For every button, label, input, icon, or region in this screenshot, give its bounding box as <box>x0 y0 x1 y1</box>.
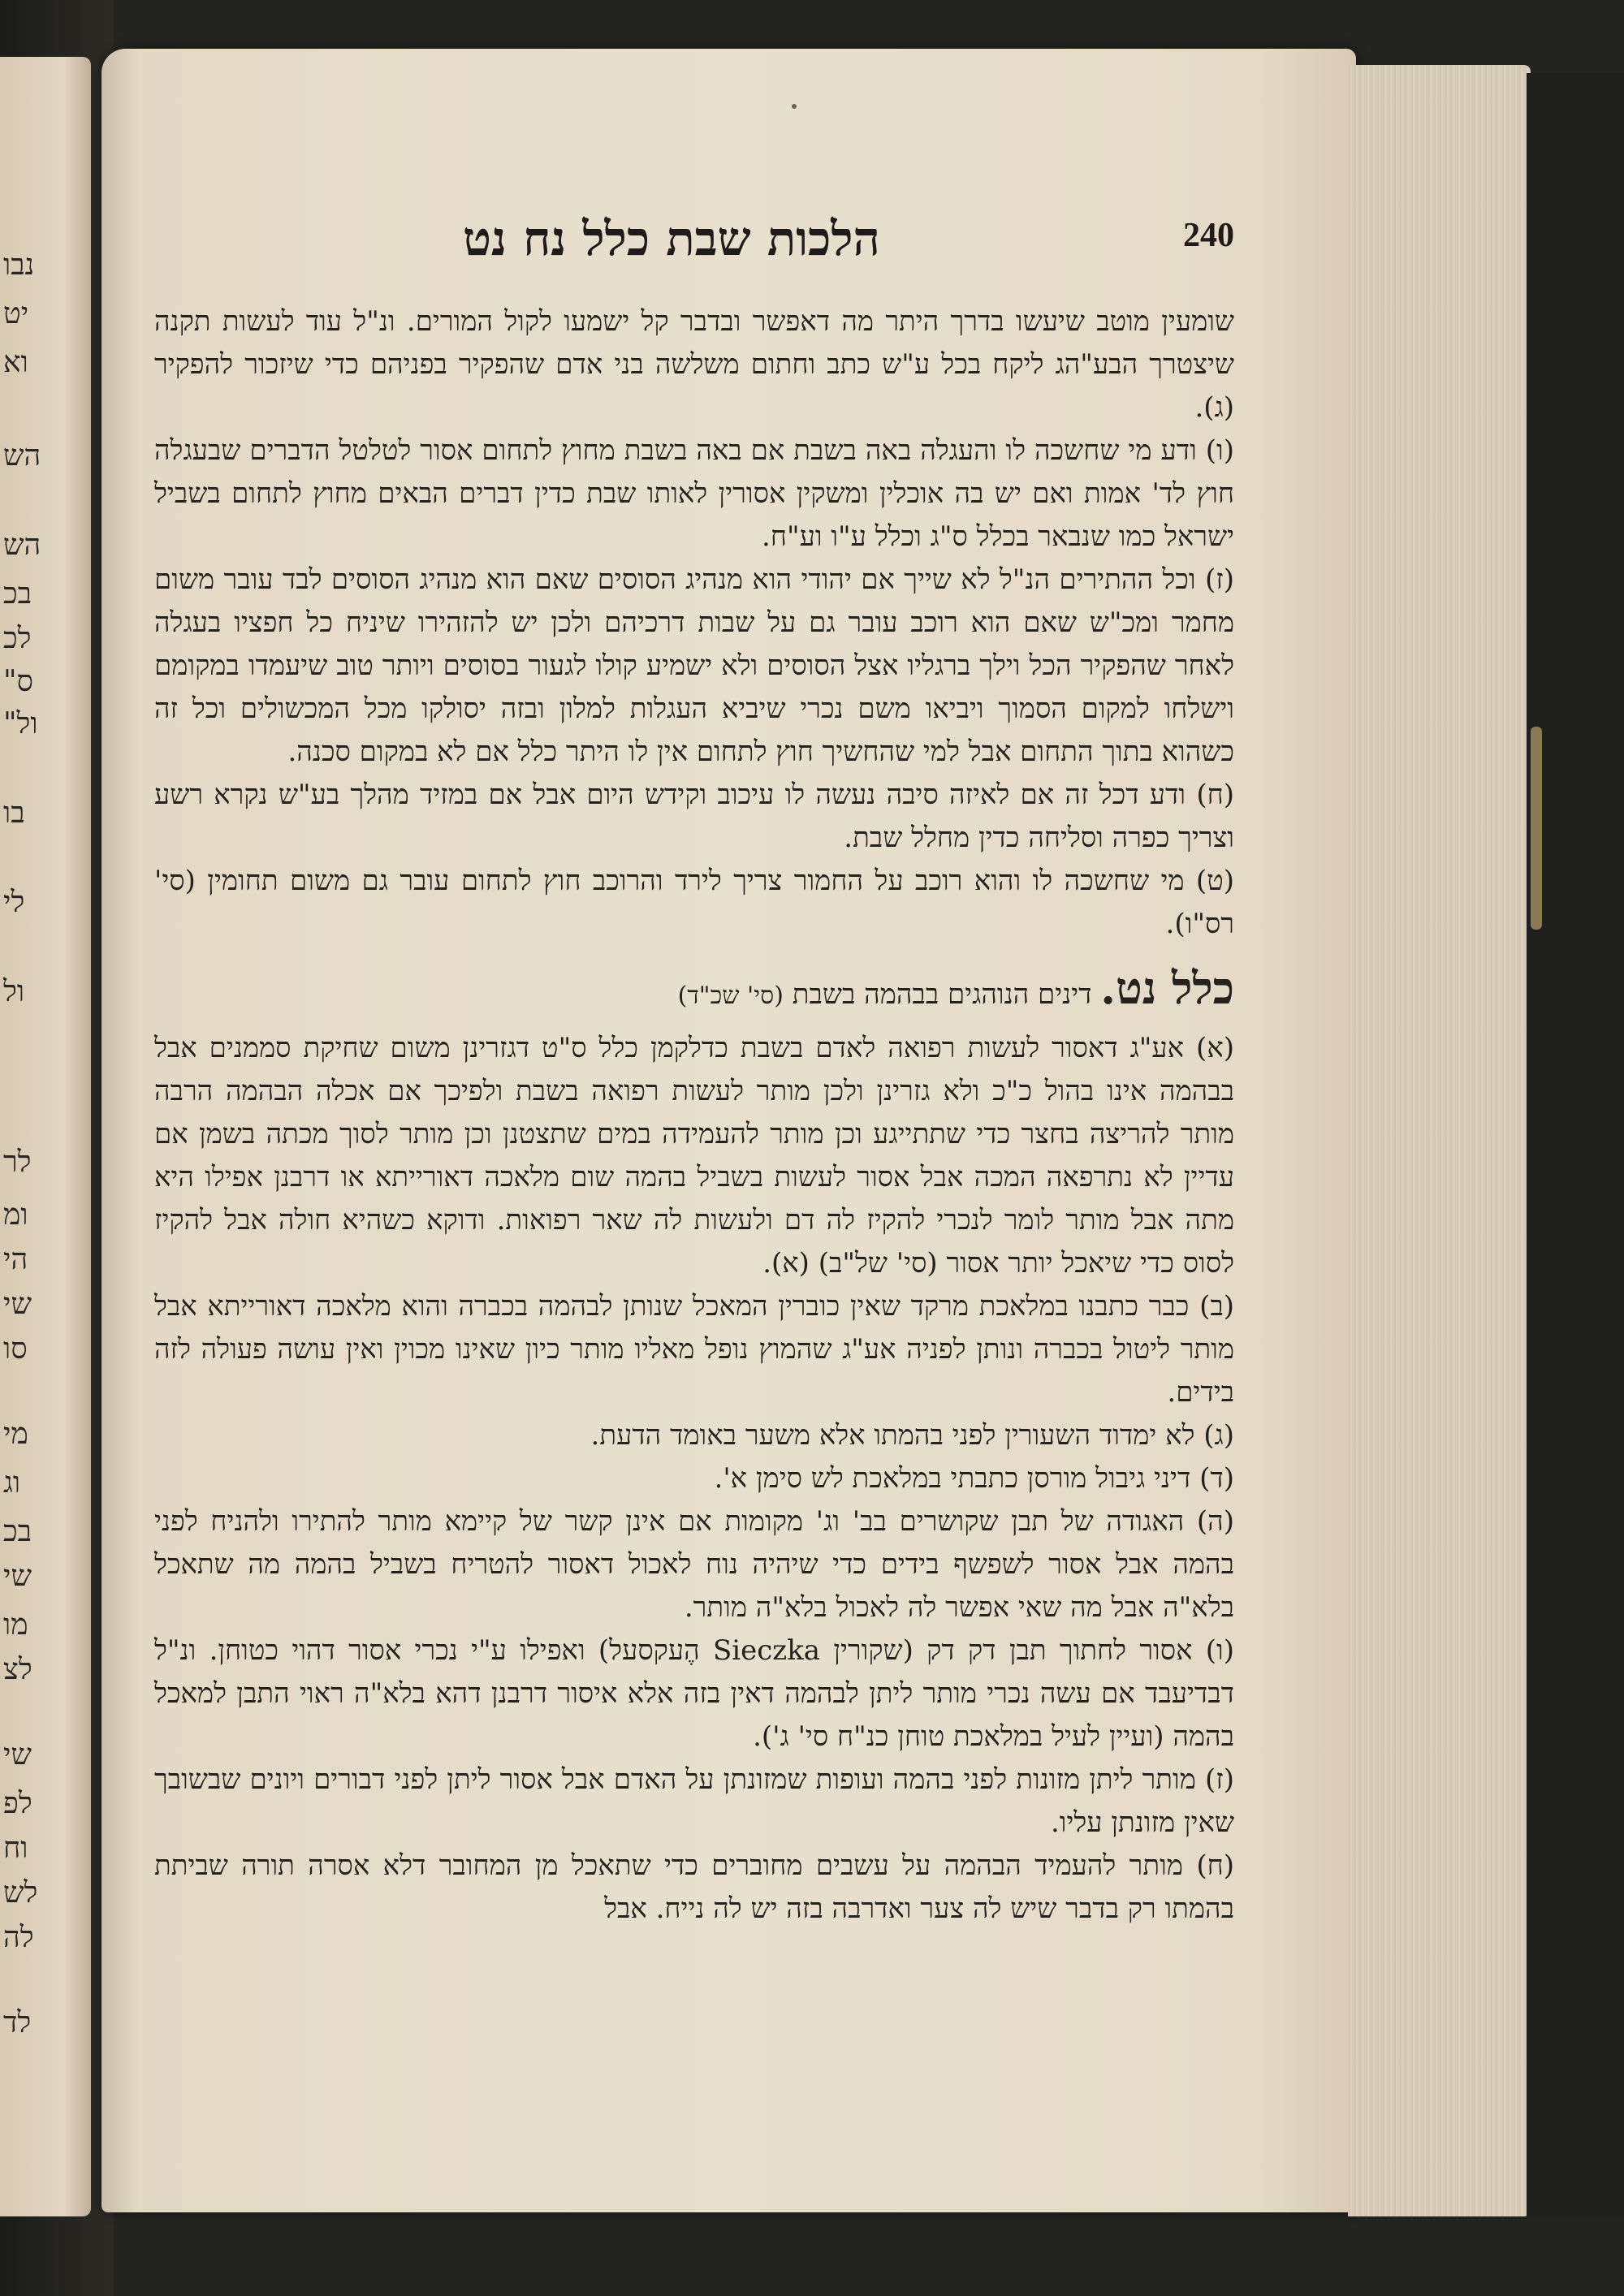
left-page-text-fragment: לפ <box>3 1787 32 1820</box>
paragraph: (ח) מותר להעמיד הבהמה על עשבים מחוברים כדי שתאכל מן המחובר דלא אסרה תורה שביתת בהמתו רק בדבר שיש לה צער ואדרבה בזה יש לה נייח. אבל <box>154 1849 1234 1925</box>
section-reference: (סי' שכ"ד) <box>677 982 784 1010</box>
left-page-text-fragment: הש <box>3 439 41 473</box>
left-page-text-fragment: סו <box>3 1332 28 1366</box>
left-page-text-fragment: ס" <box>3 665 34 698</box>
left-page-text-fragment: בו <box>3 796 25 830</box>
intro-paragraph: שומעין מוטב שיעשו בדרך היתר מה דאפשר ובדבר קל ישמעו לקול המורים. ונ"ל עוד לעשות תקנה שיצטרך הבע"הג ליקח בכל ע"ש כתב וחתום משלשה בני אדם שהפקיר בפניהם כדי שיזכור להפקיר (ג). <box>154 305 1234 424</box>
paragraph: (ו) אסור לחתוך תבן דק דק (שקורין Sieczka הֶעקסעל) ואפילו ע"י נכרי אסור דהוי כטוחן. ונ"ל דבדיעבד אם עשה נכרי מותר ליתן לבהמה דאין בזה אלא איסור דרבנן דהא בלא"ה ראוי התבן למאכל בהמה (ועיין לעיל במלאכת טוחן כנ"ח סי' ג'). <box>154 1634 1234 1753</box>
left-page-text-fragment: ול <box>3 975 25 1008</box>
paragraph: (ט) מי שחשכה לו והוא רוכב על החמור צריך לירד והרוכב חוץ לתחום עובר גם משום תחומין (סי' רס"ו). <box>154 865 1234 940</box>
paragraph: (ה) האגודה של תבן שקושרים בב' וג' מקומות אם אינן קשר של קיימא מותר להתירו ולהניח לפני בהמה אבל אסור לשפשף בידים כדי שיהיה נוח לאכול דאסור להטריח בשביל בהמה מה שתאכל בלא"ה אבל מה שאי אפשר לה לאכול בלא"ה מותר. <box>154 1505 1234 1624</box>
dark-background-right <box>1527 73 1624 2216</box>
left-page-text-fragment: לי <box>3 886 25 919</box>
paragraph: (ד) דיני גיבול מורסן כתבתי במלאכת לש סימן א'. <box>714 1462 1234 1495</box>
paragraph: (ג) לא ימדוד השעורין לפני בהמתו אלא משער באומד הדעת. <box>590 1419 1234 1452</box>
left-page-text-fragment: לה <box>3 1921 34 1954</box>
page-edge-stack <box>1348 65 1531 2216</box>
paragraph: (ז) וכל ההתירים הנ"ל לא שייך אם יהודי הוא מנהיג הסוסים שאם הוא מנהיג הסוסים לבד עובר משום מחמר ומכ"ש שאם הוא רוכב עובר גם על שבות דרכיהם ולכן יש להזהירו שיניח כל חפציו בעגלה לאחר שהפקיר הכל וילך ברגליו אצל הסוסים ולא ישמיע קולו לגעור בסוסים ויותר טוב שיעמדו במקומם וישלחו למקום הסמוך ויביאו משם נכרי שיביא העגלות למלון ובזה יסולקו מכל המכשולים וכל זה כשהוא בתוך התחום אבל למי שהחשיך חוץ לתחום אין לו היתר כלל אם לא במקום סכנה. <box>154 563 1234 768</box>
left-page-text-fragment: וח <box>3 1832 28 1865</box>
main-text <box>154 300 1234 1931</box>
left-page-text-fragment: וג <box>3 1466 21 1500</box>
left-page-text-fragment: לכ <box>3 622 32 655</box>
left-page-text-fragment: בכ <box>3 577 32 611</box>
left-page-text-fragment: שי <box>3 1738 32 1772</box>
binding-clasp <box>1531 727 1542 930</box>
left-page-text-fragment: הי <box>3 1243 28 1276</box>
left-page-text-fragment: שי <box>3 1288 32 1321</box>
running-head: הלכות שבת כלל נח נט <box>463 211 880 266</box>
left-page-text-fragment: מי <box>3 1418 28 1451</box>
left-page-text-fragment: נבו <box>3 248 35 282</box>
ink-speck <box>792 104 797 109</box>
left-page-text-fragment: ומ <box>3 1198 28 1232</box>
section-subject: דינים הנוהגים בבהמה בשבת <box>792 978 1092 1011</box>
left-page-text-fragment: בכ <box>3 1515 32 1548</box>
left-page-text-fragment: הש <box>3 529 41 562</box>
left-page-text-fragment: לצ <box>3 1653 32 1686</box>
page-number: 240 <box>1183 217 1234 254</box>
page-header <box>422 211 1234 276</box>
left-page-text-fragment: ול" <box>3 707 38 740</box>
paragraph: (ב) כבר כתבנו במלאכת מרקד שאין כוברין המאכל שנותן לבהמה בכברה והוא מלאכה דאורייתא אבל מותר ליטול בכברה ונותן לפניה אע"ג שהמוץ נופל מאליו מותר כיון שאינו מכוין ואין עושה פעולה לזה בידים. <box>154 1290 1234 1409</box>
left-page-text-fragment: שי <box>3 1560 32 1593</box>
paragraph: (א) אע"ג דאסור לעשות רפואה לאדם בשבת כדלקמן כלל ס"ט דגזרינן משום שחיקת סממנים אבל בבהמה אינו בהול כ"כ ולא גזרינן ולכן מותר לעשות רפואה בשבת ולפיכך אם אכלה הבהמה הרבה מותר להריצה בחצר כדי שתתייגע וכן מותר להעמידה במים שתצטנן וכן מותר לסוך מכתה בשמן אם עדיין לא נתרפאה המכה אבל אסור לעשות בשביל בהמה שום מלאכה דאורייתא או דרבנן אפילו היא מתה אבל מותר לומר לנכרי להקיז לה דם ולעשות לה שאר רפואות. ודוקא כשהיא חולה אבל להקיז לסוס כדי שיאכל יותר אסור (סי' של"ב) (א). <box>154 1032 1234 1280</box>
left-page-text-fragment: וא <box>3 346 28 379</box>
left-page-text-fragment: מו <box>3 1608 28 1642</box>
left-page-text-fragment: לר <box>3 1146 32 1179</box>
section-heading <box>154 964 1234 1021</box>
paragraph: (ו) ודע מי שחשכה לו והעגלה באה בשבת אם באה בשבת מחוץ לתחום אסור לטלטל הדברים שבעגלה חוץ לד' אמות ואם יש בה אוכלין ומשקין אסורין לאותו שבת כדין דברים הבאים מחוץ לתחום בשביל ישראל כמו שנבאר בכלל ס"ג וכלל ע"ו וע"ח. <box>154 434 1234 553</box>
paragraph: (ז) מותר ליתן מזונות לפני בהמה ועופות שמזונתן על האדם אבל אסור ליתן לפני דבורים ויונים שבשובך שאין מזונתן עליו. <box>154 1763 1234 1839</box>
left-page-text-fragment: לש <box>3 1876 38 1910</box>
paragraph: (ח) ודע דכל זה אם לאיזה סיבה נעשה לו עיכוב וקידש היום אבל אם במזיד מהלך בע"ש נקרא רשע וצריך כפרה וסליחה כדין מחלל שבת. <box>154 779 1234 854</box>
left-page-text-fragment: יט <box>3 297 29 330</box>
section-number: כלל נט. <box>1100 962 1234 1014</box>
left-page-edge <box>0 57 91 2216</box>
left-page-text-fragment: לד <box>3 2006 32 2039</box>
